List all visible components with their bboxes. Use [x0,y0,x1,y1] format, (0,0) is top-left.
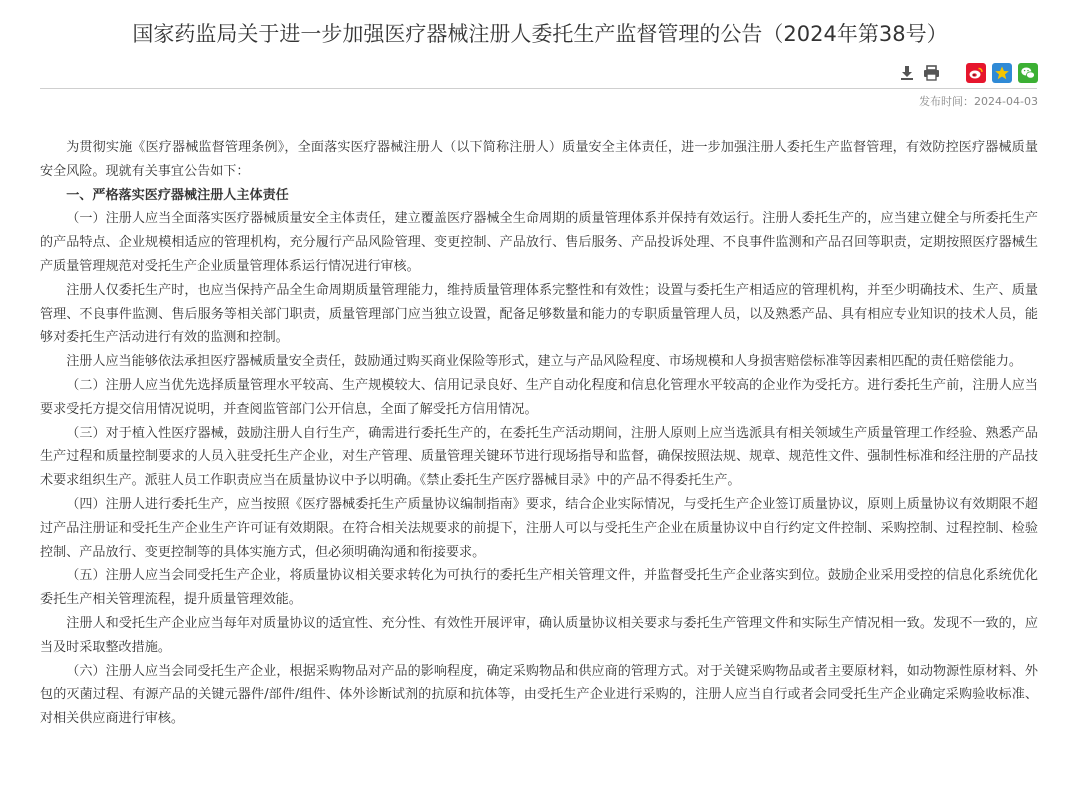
page-title: 国家药监局关于进一步加强医疗器械注册人委托生产监督管理的公告（2024年第38号） [132,22,948,46]
print-icon[interactable] [922,64,940,82]
paragraph: 注册人和受托生产企业应当每年对质量协议的适宜性、充分性、有效性开展评审，确认质量协议相关要求与委托生产管理文件和实际生产情况相一致。发现不一致的，应当及时采取整改措施。 [40,615,1038,655]
section-heading: 一、严格落实医疗器械注册人主体责任 [66,187,289,203]
article-toolbar [898,62,1038,84]
publish-date: 发布时间：2024-04-03 [919,95,1038,108]
paragraph: （二）注册人应当优先选择质量管理水平较高、生产规模较大、信用记录良好、生产自动化程度和信息化管理水平较高的企业作为受托方。进行委托生产前，注册人应当要求受托方提交信用情况说明，并查阅监管部门公开信息，全面了解受托方信用情况。 [40,377,1038,417]
paragraph: （三）对于植入性医疗器械，鼓励注册人自行生产，确需进行委托生产的，在委托生产活动期间，注册人原则上应当选派具有相关领域生产质量管理工作经验、熟悉产品生产过程和质量控制要求的人员入驻受托生产企业，对生产管理、质量管理关键环节进行现场指导和监督，确保按照法规、规章、规范性文件、强制性标准和经注册的产品技术要求组织生产。派驻人员工作职责应当在质量协议中予以明确。《禁止委托生产医疗器械目录》中的产品不得委托生产。 [40,425,1038,489]
paragraph: （一）注册人应当全面落实医疗器械质量安全主体责任，建立覆盖医疗器械全生命周期的质量管理体系并保持有效运行。注册人委托生产的，应当建立健全与所委托生产的产品特点、企业规模相适应的管理机构，充分履行产品风险管理、变更控制、产品放行、售后服务、产品投诉处理、不良事件监测和产品召回等职责，定期按照医疗器械生产质量管理规范对受托生产企业质量管理体系运行情况进行审核。 [40,211,1038,274]
title-divider [40,88,1037,89]
paragraph-intro: 为贯彻实施《医疗器械监督管理条例》，全面落实医疗器械注册人（以下简称注册人）质量安全主体责任，进一步加强注册人委托生产监督管理，有效防控医疗器械质量安全风险。现就有关事宜公告如下： [40,140,1038,179]
wechat-icon[interactable] [1018,63,1038,83]
qzone-icon[interactable] [992,63,1012,83]
weibo-icon[interactable] [966,63,986,83]
paragraph: （六）注册人应当会同受托生产企业，根据采购物品对产品的影响程度，确定采购物品和供应商的管理方式。对于关键采购物品或者主要原材料，如动物源性原材料、外包的灭菌过程、有源产品的关键元器件/部件/组件、体外诊断试剂的抗原和抗体等，由受托生产企业进行采购的，注册人应当自行或者会同受托生产企业确定采购验收标准、对相关供应商进行审核。 [40,663,1038,727]
paragraph: 注册人仅委托生产时，也应当保持产品全生命周期质量管理能力，维持质量管理体系完整性和有效性；设置与委托生产相适应的管理机构，并至少明确技术、生产、质量管理、不良事件监测、售后服务等相关部门职责，质量管理部门应当独立设置，配备足够数量和能力的专职质量管理人员，以及熟悉产品、具有相应专业知识的技术人员，能够对委托生产活动进行有效的监测和控制。 [40,282,1038,346]
paragraph: （四）注册人进行委托生产，应当按照《医疗器械委托生产质量协议编制指南》要求，结合企业实际情况，与受托生产企业签订质量协议，原则上质量协议有效期限不超过产品注册证和受托生产企业生产许可证有效期限。在符合相关法规要求的前提下，注册人可以与受托生产企业在质量协议中自行约定文件控制、采购控制、过程控制、检验控制、产品放行、变更控制等的具体实施方式，但必须明确沟通和衔接要求。 [40,496,1038,560]
paragraph: （五）注册人应当会同受托生产企业，将质量协议相关要求转化为可执行的委托生产相关管理文件，并监督受托生产企业落实到位。鼓励企业采用受控的信息化系统优化委托生产相关管理流程，提升质量管理效能。 [40,568,1038,608]
paragraph: 注册人应当能够依法承担医疗器械质量安全责任，鼓励通过购买商业保险等形式，建立与产品风险程度、市场规模和人身损害赔偿标准等因素相匹配的责任赔偿能力。 [66,354,1023,370]
article-body [40,136,1038,731]
download-icon[interactable] [898,64,916,82]
